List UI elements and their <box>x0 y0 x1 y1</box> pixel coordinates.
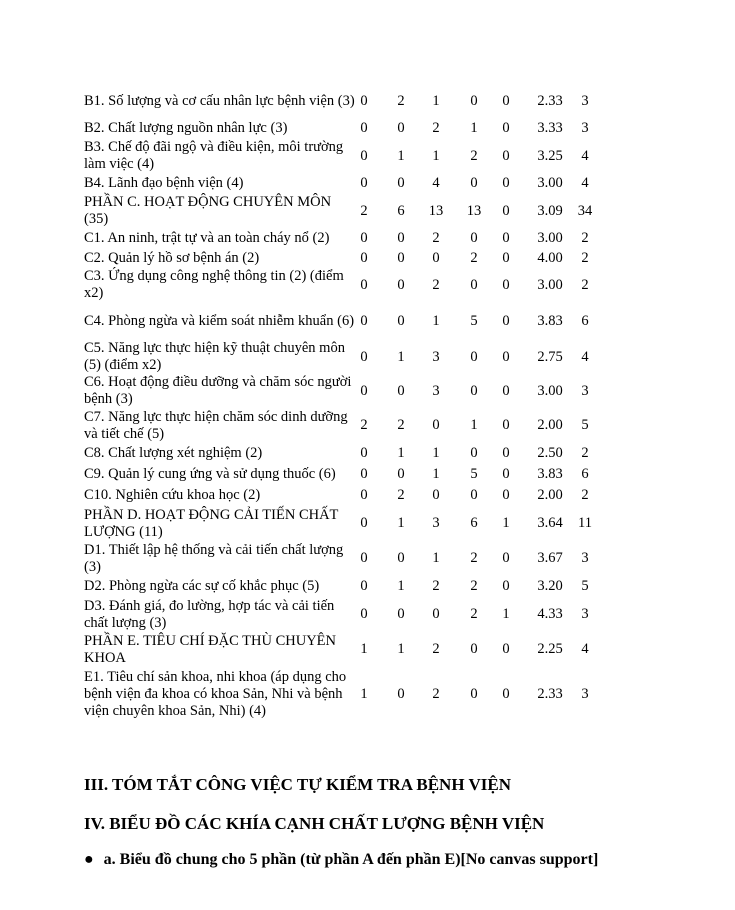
score-cell: 5 <box>470 312 478 329</box>
score-cell: 4 <box>581 175 589 191</box>
score-cell: 2.33 <box>537 92 563 109</box>
score-cell: 2 <box>432 578 440 594</box>
score-cell: 0 <box>502 229 510 246</box>
score-cell: 3.64 <box>537 515 563 531</box>
score-cell: 1 <box>432 92 440 109</box>
score-cell: 2 <box>581 276 589 293</box>
score-cell: 2 <box>360 417 368 433</box>
score-cell: 2 <box>432 229 440 246</box>
score-cell: 0 <box>360 92 368 109</box>
score-cell: 3.20 <box>537 578 563 594</box>
score-cell: 0 <box>502 578 510 594</box>
score-cell: 0 <box>397 550 405 566</box>
criterion-name: B3. Chế độ đãi ngộ và điều kiện, môi trường làm việc (4) <box>84 139 344 172</box>
criterion-name: D3. Đánh giá, đo lường, hợp tác và cải tiến chất lượng (3) <box>84 597 335 631</box>
table-row <box>84 84 604 118</box>
criterion-name: C5. Năng lực thực hiện kỹ thuật chuyên môn (5) (điểm x2) <box>84 340 345 373</box>
score-cell: 2 <box>581 249 589 266</box>
score-cell: 2 <box>470 550 478 566</box>
score-cell: 3.83 <box>537 312 563 329</box>
table-row <box>84 464 604 485</box>
score-cell: 3 <box>581 120 589 136</box>
criterion-name: C10. Nghiên cứu khoa học (2) <box>84 487 261 503</box>
score-cell: 3.33 <box>537 120 563 136</box>
criterion-name: C3. Ứng dụng công nghệ thông tin (2) (điểm x2) <box>84 268 344 301</box>
score-cell: 0 <box>360 515 368 531</box>
score-cell: 0 <box>502 202 510 219</box>
score-cell: 0 <box>502 175 510 191</box>
score-cell: 0 <box>360 229 368 246</box>
score-cell: 0 <box>470 641 478 657</box>
score-cell: 4.33 <box>537 606 563 622</box>
score-cell: 1 <box>397 147 405 164</box>
score-cell: 34 <box>577 202 593 219</box>
score-cell: 1 <box>432 445 440 461</box>
score-cell: 3.00 <box>537 175 563 191</box>
score-cell: 0 <box>397 276 405 293</box>
score-cell: 2 <box>397 92 405 109</box>
table-row <box>84 667 604 721</box>
criterion-name: C7. Năng lực thực hiện chăm sóc dinh dưỡng và tiết chế (5) <box>84 408 348 442</box>
score-cell: 0 <box>397 685 405 702</box>
score-cell: 1 <box>432 466 440 482</box>
score-cell: 5 <box>470 466 478 482</box>
score-cell: 2 <box>397 417 405 433</box>
score-cell: 0 <box>470 348 478 365</box>
heading-summary: III. TÓM TẮT CÔNG VIỆC TỰ KIỂM TRA BỆNH VIỆN <box>84 775 512 794</box>
score-cell: 1 <box>502 515 510 531</box>
score-cell: 2.00 <box>537 487 563 503</box>
score-cell: 0 <box>360 550 368 566</box>
score-cell: 2 <box>581 229 589 246</box>
score-cell: 3.00 <box>537 229 563 246</box>
score-cell: 2.75 <box>537 348 563 365</box>
score-cell: 0 <box>432 417 440 433</box>
score-cell: 0 <box>397 312 405 329</box>
table-row <box>84 248 604 268</box>
criterion-name: C9. Quản lý cung ứng và sử dụng thuốc (6) <box>84 466 336 482</box>
score-cell: 0 <box>470 445 478 461</box>
score-cell: 0 <box>360 120 368 136</box>
score-cell: 1 <box>432 147 440 164</box>
table-row <box>84 576 604 597</box>
criterion-name: D1. Thiết lập hệ thống và cải tiến chất lượng (3) <box>84 541 344 575</box>
score-cell: 3 <box>432 515 440 531</box>
score-cell: 0 <box>360 175 368 191</box>
chart-bullet-item <box>84 851 598 869</box>
score-cell: 0 <box>502 641 510 657</box>
criterion-name: C4. Phòng ngừa và kiểm soát nhiễm khuẩn (6) <box>84 312 355 329</box>
score-cell: 0 <box>502 445 510 461</box>
score-cell: 1 <box>397 578 405 594</box>
score-cell: 2.50 <box>537 445 563 461</box>
score-cell: 2 <box>360 202 368 219</box>
table-row <box>84 340 604 374</box>
score-cell: 0 <box>360 578 368 594</box>
table-row <box>84 506 604 541</box>
score-cell: 1 <box>397 641 405 657</box>
score-cell: 1 <box>397 348 405 365</box>
score-cell: 2.33 <box>537 685 563 702</box>
score-cell: 0 <box>360 606 368 622</box>
bullet-icon: ● <box>84 851 94 868</box>
score-cell: 4 <box>581 641 589 657</box>
table-row <box>84 194 604 228</box>
score-cell: 2 <box>432 641 440 657</box>
score-cell: 6 <box>581 466 589 482</box>
score-cell: 3.83 <box>537 466 563 482</box>
score-cell: 2 <box>581 487 589 503</box>
score-cell: 0 <box>502 382 510 399</box>
quality-criteria-table <box>84 84 604 721</box>
score-cell: 3 <box>581 92 589 109</box>
score-cell: 0 <box>397 606 405 622</box>
score-cell: 3 <box>581 382 589 399</box>
criterion-name: C8. Chất lượng xét nghiệm (2) <box>84 445 263 461</box>
score-cell: 0 <box>502 685 510 702</box>
score-cell: 1 <box>397 445 405 461</box>
table-row <box>84 374 604 408</box>
score-cell: 2 <box>470 578 478 594</box>
score-cell: 0 <box>397 466 405 482</box>
score-cell: 3 <box>581 606 589 622</box>
score-cell: 0 <box>360 249 368 266</box>
criterion-name: B2. Chất lượng nguồn nhân lực (3) <box>84 120 288 136</box>
score-cell: 0 <box>432 606 440 622</box>
score-cell: 0 <box>502 249 510 266</box>
score-cell: 0 <box>397 120 405 136</box>
criterion-name: B1. Số lượng và cơ cấu nhân lực bệnh viện (3) <box>84 92 355 109</box>
score-cell: 0 <box>397 249 405 266</box>
score-cell: 4 <box>581 348 589 365</box>
chart-bullet-label: a. Biểu đồ chung cho 5 phần (từ phần A đến phần E)[No canvas support] <box>103 851 599 868</box>
score-cell: 1 <box>397 515 405 531</box>
score-cell: 0 <box>470 685 478 702</box>
score-cell: 0 <box>502 466 510 482</box>
score-cell: 0 <box>360 487 368 503</box>
score-cell: 0 <box>470 175 478 191</box>
criterion-name: D2. Phòng ngừa các sự cố khắc phục (5) <box>84 578 320 594</box>
score-cell: 4 <box>432 175 440 191</box>
score-cell: 2 <box>432 276 440 293</box>
score-cell: 1 <box>502 606 510 622</box>
score-cell: 0 <box>470 229 478 246</box>
score-cell: 0 <box>502 147 510 164</box>
score-cell: 0 <box>502 92 510 109</box>
heading-quality-charts: IV. BIỂU ĐỒ CÁC KHÍA CẠNH CHẤT LƯỢNG BỆNH VIỆN <box>84 814 545 833</box>
table-row <box>84 541 604 576</box>
score-cell: 0 <box>470 382 478 399</box>
criterion-name: C6. Hoạt động điều dưỡng và chăm sóc người bệnh (3) <box>84 374 352 407</box>
criterion-name: C2. Quản lý hồ sơ bệnh án (2) <box>84 249 260 266</box>
score-cell: 3.00 <box>537 276 563 293</box>
score-cell: 0 <box>360 312 368 329</box>
criterion-name: B4. Lãnh đạo bệnh viện (4) <box>84 175 244 191</box>
score-cell: 3 <box>581 550 589 566</box>
score-cell: 0 <box>502 417 510 433</box>
score-cell: 5 <box>581 578 589 594</box>
table-row <box>84 408 604 443</box>
table-row <box>84 632 604 667</box>
score-cell: 2 <box>470 249 478 266</box>
score-cell: 11 <box>578 515 592 531</box>
score-cell: 1 <box>360 641 368 657</box>
table-row <box>84 597 604 632</box>
score-cell: 2 <box>470 606 478 622</box>
score-cell: 2 <box>397 487 405 503</box>
score-cell: 0 <box>502 487 510 503</box>
score-cell: 0 <box>397 382 405 399</box>
score-cell: 2 <box>432 120 440 136</box>
score-cell: 1 <box>432 550 440 566</box>
score-cell: 0 <box>397 175 405 191</box>
score-cell: 5 <box>581 417 589 433</box>
score-cell: 3.25 <box>537 147 563 164</box>
score-cell: 0 <box>502 120 510 136</box>
score-cell: 0 <box>432 249 440 266</box>
score-cell: 3.67 <box>537 550 563 566</box>
table-row <box>84 228 604 248</box>
score-cell: 4.00 <box>537 249 563 266</box>
score-cell: 4 <box>581 147 589 164</box>
table-row <box>84 268 604 302</box>
table-row <box>84 302 604 340</box>
score-cell: 0 <box>360 348 368 365</box>
score-cell: 3 <box>432 348 440 365</box>
score-cell: 0 <box>470 276 478 293</box>
score-cell: 2 <box>470 147 478 164</box>
score-cell: 1 <box>360 685 368 702</box>
score-cell: 2.00 <box>537 417 563 433</box>
score-cell: 0 <box>360 445 368 461</box>
score-cell: 0 <box>360 466 368 482</box>
score-cell: 1 <box>470 417 478 433</box>
score-cell: 0 <box>470 487 478 503</box>
criterion-name: PHẦN D. HOẠT ĐỘNG CẢI TIẾN CHẤT LƯỢNG (11) <box>84 506 339 540</box>
score-cell: 6 <box>581 312 589 329</box>
score-cell: 0 <box>502 550 510 566</box>
criterion-name: PHẦN C. HOẠT ĐỘNG CHUYÊN MÔN (35) <box>84 194 332 227</box>
criterion-name: PHẦN E. TIÊU CHÍ ĐẶC THÙ CHUYÊN KHOA <box>84 632 337 666</box>
score-cell: 0 <box>432 487 440 503</box>
score-cell: 0 <box>502 348 510 365</box>
score-cell: 2 <box>581 445 589 461</box>
score-cell: 3 <box>432 382 440 399</box>
score-cell: 3.00 <box>537 382 563 399</box>
score-cell: 0 <box>360 147 368 164</box>
score-cell: 13 <box>466 202 482 219</box>
score-cell: 1 <box>432 312 440 329</box>
score-cell: 0 <box>397 229 405 246</box>
score-cell: 6 <box>470 515 478 531</box>
table-row <box>84 118 604 139</box>
score-cell: 0 <box>502 276 510 293</box>
score-cell: 0 <box>360 382 368 399</box>
criterion-name: E1. Tiêu chí sản khoa, nhi khoa (áp dụng cho bệnh viện đa khoa có khoa Sản, Nhi và bệnh viện chuyên khoa Sản, Nhi) (4) <box>84 668 347 719</box>
score-cell: 0 <box>470 92 478 109</box>
table-row <box>84 139 604 173</box>
score-cell: 3 <box>581 685 589 702</box>
table-row <box>84 443 604 464</box>
criterion-name: C1. An ninh, trật tự và an toàn cháy nổ (2) <box>84 229 330 246</box>
score-cell: 13 <box>428 202 444 219</box>
score-cell: 2.25 <box>537 641 563 657</box>
table-row <box>84 485 604 506</box>
score-cell: 1 <box>470 120 478 136</box>
table-row <box>84 173 604 194</box>
score-cell: 6 <box>397 202 405 219</box>
score-cell: 0 <box>502 312 510 329</box>
score-cell: 3.09 <box>537 202 563 219</box>
score-cell: 0 <box>360 276 368 293</box>
score-cell: 2 <box>432 685 440 702</box>
